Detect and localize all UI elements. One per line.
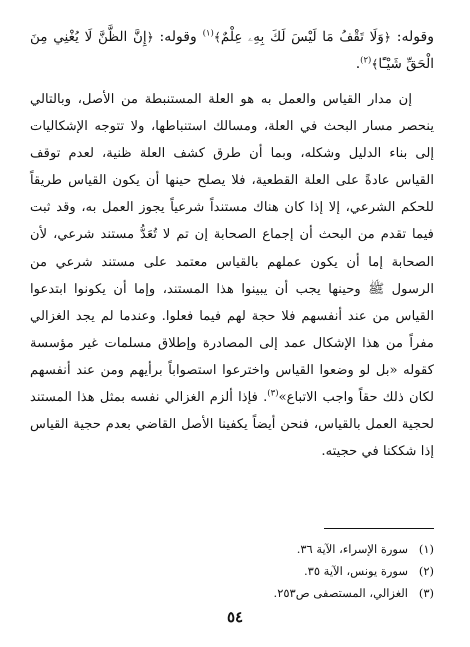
footnotes-list: [150, 538, 434, 604]
footnote-item: [150, 538, 434, 560]
footnote-separator: [324, 528, 434, 529]
footnote-text: سورة الإسراء، الآية ٣٦.: [296, 542, 408, 556]
footnote-text: سورة يونس، الآية ٣٥.: [304, 564, 408, 578]
footnote-ref-2: (٢): [360, 55, 372, 66]
footnote-item: [150, 582, 434, 604]
main-paragraph: [30, 86, 434, 465]
quran-verse-2: إِنَّ الظَّنَّ لَا يُغْنِي مِنَ الْحَقِّ شَيْـًٔا: [30, 29, 434, 72]
footnote-ref-1: (١): [202, 28, 214, 39]
footnote-number: (٣): [418, 586, 434, 600]
paragraph-text-part-1: إن مدار القياس والعمل به هو العلة المستنبطة من الأصل، وبالتالي ينحصر مسار البحث في العلة، ومسالك استنباطها، ولا تتوجه الإشكاليات إلى بناء الدليل وشكله، وبما أن طرق كشف العلة ظنية، لعدم توقف القياس عادةً على العلة القطعية، فلا يصلح حينها أن يكون القياس طريقاً للحكم الشرعي، إلا إذا كان هناك مستنداً شرعياً يجوز العمل به، وقد ثبت فيما تقدم من البحث أن إجماع الصحابة إن تم لا تُعَدُّ مستند شرعي، لأن الصحابة إما أن يكون عملهم بالقياس معتمد على مستند شرعي من الرسول ﷺ وحينها يجب أن يبينوا هذا المستند، وإما أن يكونوا ابتدعوا القياس من عند أنفسهم فلا حجة لهم فيما فعلوا. وعندما لم يجد الغزالي مفراً من هذا الإشكال عمد إلى المصادرة وإطلاق مسلمات غير مؤسسة كقوله «بل لو وضعوا القياس واخترعوا استصواباً برأيهم ومن عند أنفسهم لكان ذلك حقاً واجب الاتباع»: [30, 92, 434, 406]
sentence-end: .: [355, 56, 361, 72]
page-number: ٥٤: [226, 608, 244, 626]
quran-open-brace: ﴿: [383, 30, 391, 44]
quran-close-brace: ﴾: [371, 57, 379, 71]
quran-open-brace: ﴿: [146, 30, 154, 44]
quran-verse-1: وَلَا تَقْفُ مَا لَيْسَ لَكَ بِهِۦ عِلْمٌ: [220, 29, 384, 45]
quran-quotes-paragraph: [30, 24, 434, 78]
footnote-number: (٢): [418, 564, 434, 578]
quran-close-brace: ﴾: [213, 30, 221, 44]
lead-text-1: وقوله:: [390, 29, 434, 45]
lead-text-2: وقوله:: [153, 29, 203, 45]
footnote-item: [150, 560, 434, 582]
footnote-ref-3: (٣): [267, 388, 279, 399]
footnote-text: الغزالي، المستصفى ص٢٥٣.: [273, 586, 408, 600]
footnote-number: (١): [418, 542, 434, 556]
paragraph-text-part-2: . فإذا ألزم الغزالي نفسه بمثل هذا المستند لحجية العمل بالقياس، فنحن أيضاً يكفينا الأصل القاضي بعدم حجية القياس إذا شككنا في حجيته.: [30, 390, 434, 460]
